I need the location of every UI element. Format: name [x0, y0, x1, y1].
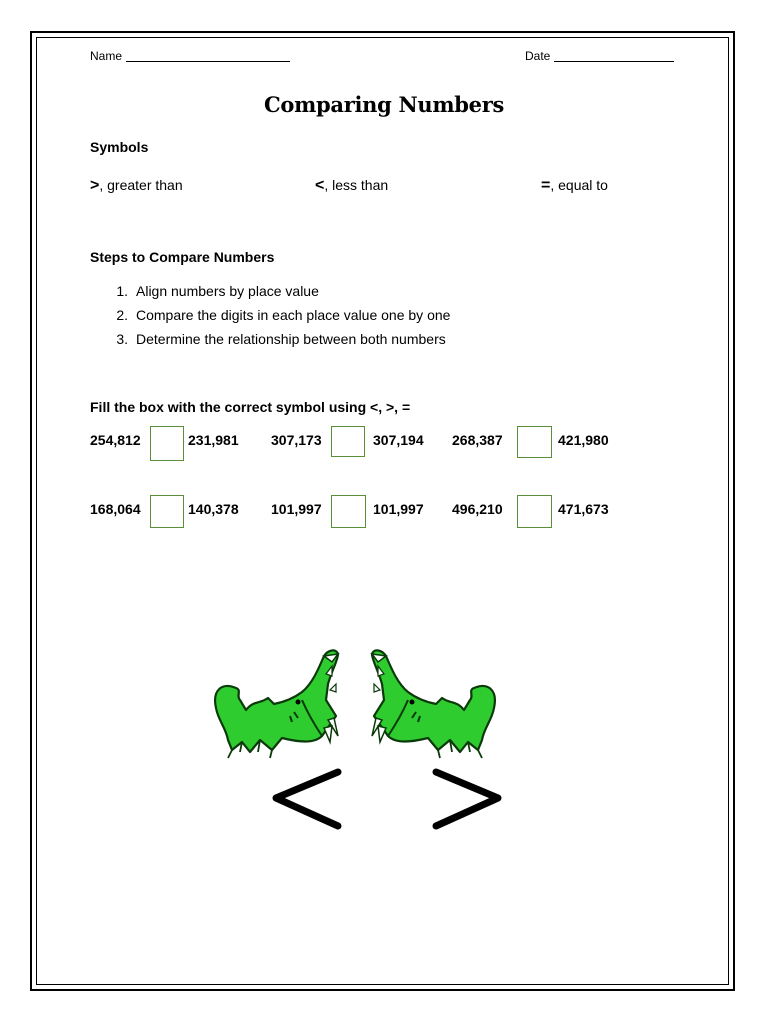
answer-box[interactable]	[517, 426, 552, 458]
less-than-sign	[276, 772, 338, 826]
right-number: 471,673	[558, 501, 609, 517]
answer-box[interactable]	[150, 426, 184, 461]
right-number: 101,997	[373, 501, 424, 517]
symbol-glyph: <	[315, 177, 325, 194]
list-item	[104, 307, 450, 323]
list-item	[104, 331, 446, 347]
steps-heading: Steps to Compare Numbers	[90, 249, 275, 265]
crocodile-illustration	[190, 640, 520, 840]
symbols-heading: Symbols	[90, 139, 149, 155]
symbol-text: , greater than	[99, 177, 183, 193]
left-number: 254,812	[90, 432, 141, 448]
step-number: 1.	[116, 283, 128, 299]
left-number: 307,173	[271, 432, 322, 448]
right-number: 231,981	[188, 432, 239, 448]
crocodile-right	[372, 650, 495, 758]
left-number: 168,064	[90, 501, 141, 517]
page-title: Comparing Numbers	[263, 92, 505, 117]
right-number: 140,378	[188, 501, 239, 517]
step-text: Determine the relationship between both numbers	[136, 331, 446, 347]
name-label: Name	[90, 49, 123, 63]
symbol-glyph: >	[90, 177, 100, 194]
right-number: 421,980	[558, 432, 609, 448]
symbol-glyph: =	[541, 177, 551, 194]
greater-than-sign	[436, 772, 498, 826]
symbol-equal-to	[541, 177, 608, 195]
left-number: 496,210	[452, 501, 503, 517]
date-line[interactable]	[554, 49, 674, 62]
name-line[interactable]	[126, 49, 290, 62]
answer-box[interactable]	[150, 495, 184, 528]
step-text: Align numbers by place value	[136, 283, 319, 299]
step-number: 2.	[116, 307, 128, 323]
symbol-greater-than	[90, 177, 183, 195]
step-number: 3.	[116, 331, 128, 347]
answer-box[interactable]	[517, 495, 552, 528]
left-number: 268,387	[452, 432, 503, 448]
exercise-instruction: Fill the box with the correct symbol using <, >, =	[90, 399, 411, 415]
crocodile-left	[215, 650, 338, 758]
answer-box[interactable]	[331, 426, 365, 457]
date-label: Date	[525, 49, 551, 63]
date-field	[525, 49, 674, 63]
symbol-text: , less than	[324, 177, 389, 193]
right-number: 307,194	[373, 432, 424, 448]
name-field	[90, 49, 290, 63]
left-number: 101,997	[271, 501, 322, 517]
symbol-text: , equal to	[550, 177, 608, 193]
step-text: Compare the digits in each place value one by one	[136, 307, 451, 323]
answer-box[interactable]	[331, 495, 366, 528]
symbol-less-than	[315, 177, 388, 195]
list-item	[104, 283, 319, 299]
